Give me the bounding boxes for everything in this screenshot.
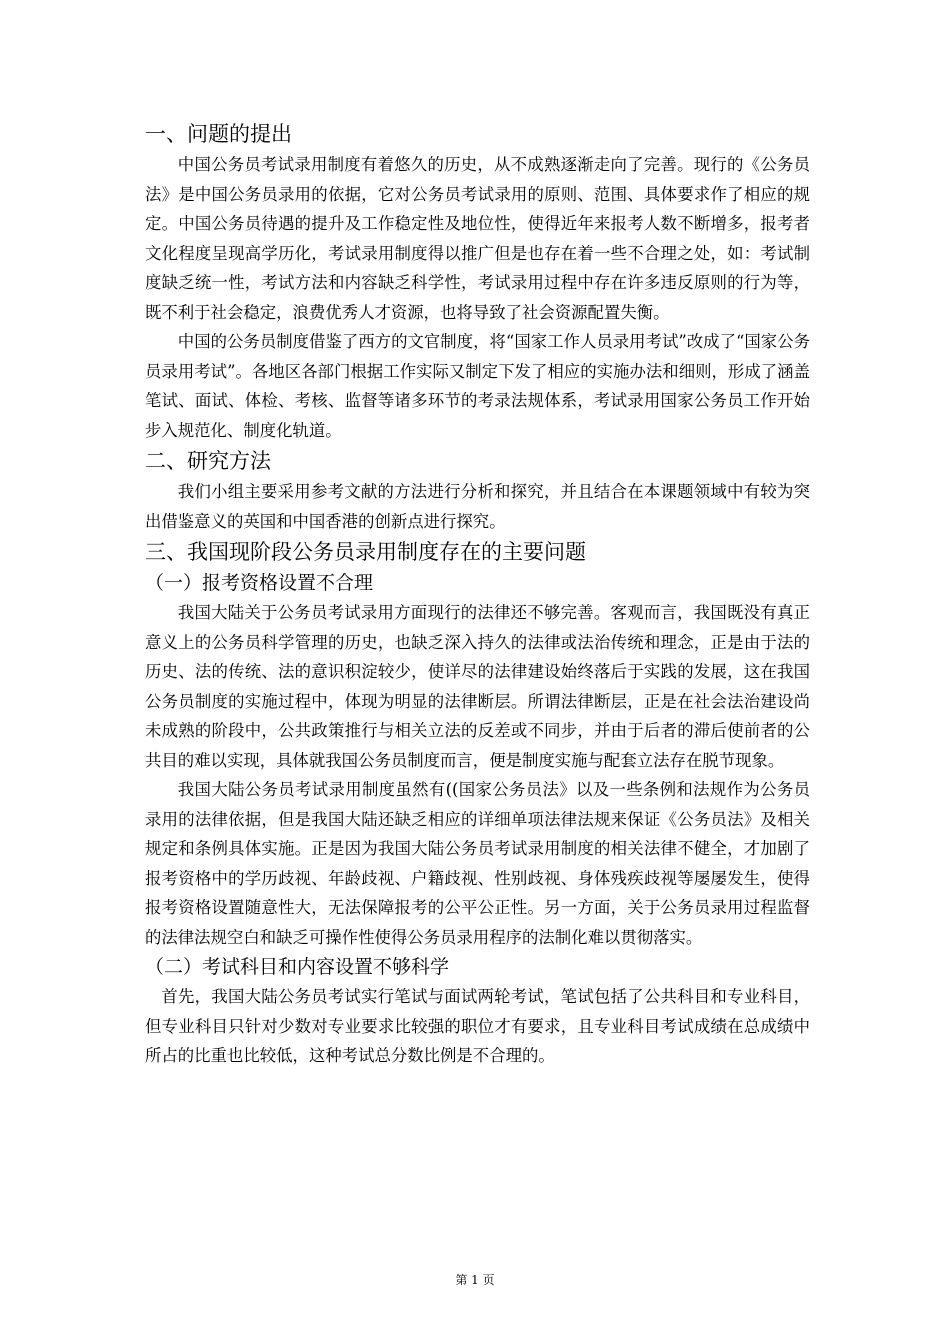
- section-heading-2: 二、研究方法: [145, 449, 271, 473]
- paragraph-1-1: 中国公务员考试录用制度有着悠久的历史，从不成熟逐渐走向了完善。现行的《公务员法》是中国公务员录用的依据，它对公务员考试录用的原则、范围、具体要求作了相应的规定。中国公务员待遇的提升及工作稳定性及地位性，使得近年来报考人数不断增多，报考者文化程度呈现高学历化，考试录用制度得以推广但是也存在着一些不合理之处，如：考试制度缺乏统一性，考试方法和内容缺乏科学性，考试录用过程中存在许多违反原则的行为等，既不利于社会稳定，浪费优秀人才资源，也将导致了社会资源配置失衡。: [145, 155, 810, 322]
- paragraph-1-2: 中国的公务员制度借鉴了西方的文官制度，将“国家工作人员录用考试”改成了“国家公务员录用考试”。各地区各部门根据工作实际又制定下发了相应的实施办法和细则，形成了涵盖笔试、面试、体检、考核、监督等诸多环节的考录法规体系，考试录用国家公务员工作开始步入规范化、制度化轨道。: [145, 332, 810, 440]
- subsection-heading-3-1: （一）报考资格设置不合理: [145, 572, 374, 594]
- paragraph-2-1: 我们小组主要采用参考文献的方法进行分析和探究，并且结合在本课题领域中有较为突出借鉴意义的英国和中国香港的创新点进行探究。: [145, 482, 810, 531]
- subsection-heading-3-2: （二）考试科目和内容设置不够科学: [145, 956, 450, 978]
- section-heading-1: 一、问题的提出: [145, 122, 292, 146]
- paragraph-3-1-1: 我国大陆关于公务员考试录用方面现行的法律还不够完善。客观而言，我国既没有真正意义上的公务员科学管理的历史，也缺乏深入持久的法律或法治传统和理念，正是由于法的历史、法的传统、法的意识积淀较少，使详尽的法律建设始终落后于实践的发展，这在我国公务员制度的实施过程中，体现为明显的法律断层。所谓法律断层，正是在社会法治建设尚未成熟的阶段中，公共政策推行与相关立法的反差或不同步，并由于后者的滞后使前者的公共目的难以实现，具体就我国公务员制度而言，便是制度实施与配套立法存在脱节现象。: [145, 603, 810, 770]
- document-page: [145, 118, 810, 1071]
- section-heading-3: 三、我国现阶段公务员录用制度存在的主要问题: [145, 540, 586, 564]
- paragraph-3-2-1: 首先，我国大陆公务员考试实行笔试与面试两轮考试，笔试包括了公共科目和专业科目，但专业科目只针对少数对专业要求比较强的职位才有要求，且专业科目考试成绩在总成绩中所占的比重也比较低，这种考试总分数比例是不合理的。: [145, 987, 810, 1065]
- page-number: 第 1 页: [455, 1273, 495, 1287]
- paragraph-3-1-2: 我国大陆公务员考试录用制度虽然有((国家公务员法》以及一些条例和法规作为公务员录用的法律依据，但是我国大陆还缺乏相应的详细单项法律法规来保证《公务员法》及相关规定和条例具体实施。正是因为我国大陆公务员考试录用制度的相关法律不健全，才加剧了报考资格中的学历歧视、年龄歧视、户籍歧视、性别歧视、身体残疾歧视等屡屡发生，使得报考资格设置随意性大，无法保障报考的公平公正性。另一方面，关于公务员录用过程监督的法律法规空白和缺乏可操作性使得公务员录用程序的法制化难以贯彻落实。: [145, 780, 810, 947]
